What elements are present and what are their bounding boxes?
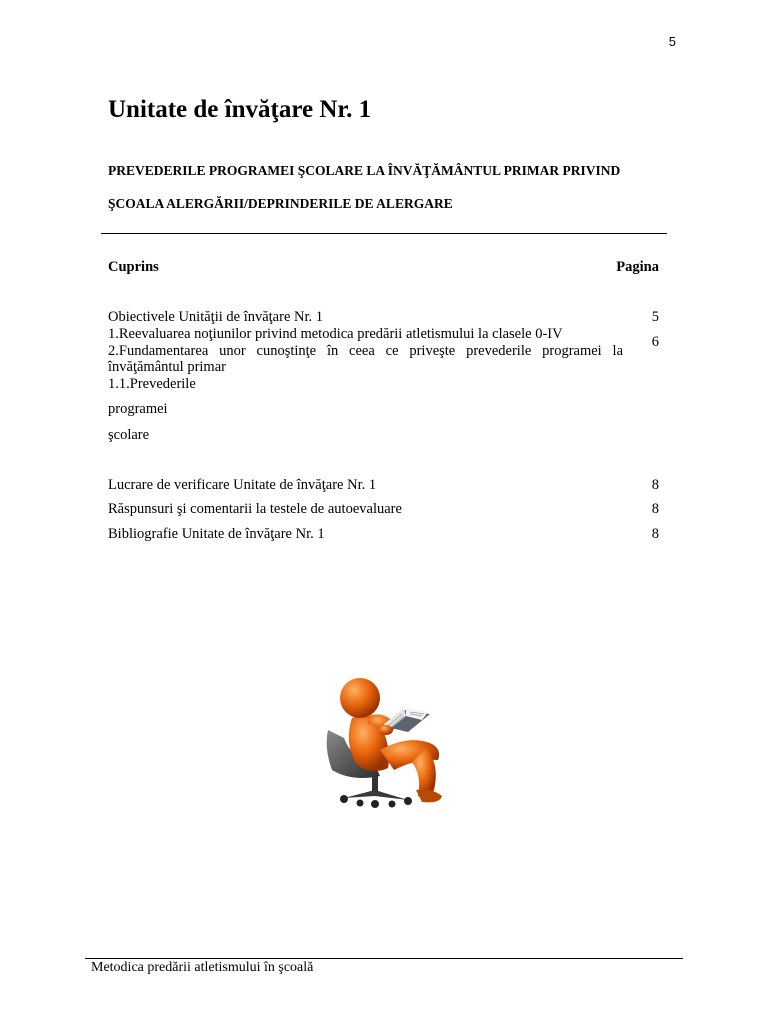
- toc-entry-page: 8: [651, 477, 659, 493]
- toc-entry: Obiectivele Unităţii de învăţare Nr. 1: [108, 309, 324, 325]
- toc-entry-page: 5: [651, 309, 659, 325]
- footer-text: Metodica predării atletismului în şcoală: [91, 960, 314, 975]
- toc-entry-page: 8: [651, 526, 659, 542]
- toc-entry: 1.1.Prevederile: [108, 376, 196, 392]
- toc-entry: Lucrare de verificare Unitate de învăţare Nr. 1: [108, 477, 377, 493]
- toc-entry: Bibliografie Unitate de învăţare Nr. 1: [108, 526, 325, 542]
- toc-heading: Cuprins: [108, 259, 159, 275]
- toc-entry: 1.Reevaluarea noţiunilor privind metodica predării atletismului la clasele 0-IV: [108, 326, 563, 342]
- toc-entry-page: 6: [651, 334, 659, 350]
- document-title: Unitate de învăţare Nr. 1: [108, 96, 372, 123]
- toc-entry: şcolare: [108, 427, 150, 443]
- toc-entry: Răspunsuri şi comentarii la testele de autoevaluare: [108, 501, 402, 517]
- toc-entry: programei: [108, 401, 168, 417]
- subtitle-line-2: ŞCOALA ALERGĂRII/DEPRINDERILE DE ALERGARE: [108, 196, 453, 211]
- toc-entry: 2.Fundamentarea unor cunoştinţe în ceea ce priveşte prevederile programei la învăţământul primar: [108, 343, 623, 375]
- toc-entry-page: 8: [651, 501, 659, 517]
- page-number: 5: [668, 34, 676, 49]
- header-divider: [101, 233, 667, 234]
- footer-divider: [85, 958, 683, 959]
- reading-figure-icon: [322, 672, 454, 812]
- toc-page-heading: Pagina: [616, 259, 659, 275]
- subtitle-line-1: PREVEDERILE PROGRAMEI ŞCOLARE LA ÎNVĂŢĂMÂNTUL PRIMAR PRIVIND: [108, 163, 621, 178]
